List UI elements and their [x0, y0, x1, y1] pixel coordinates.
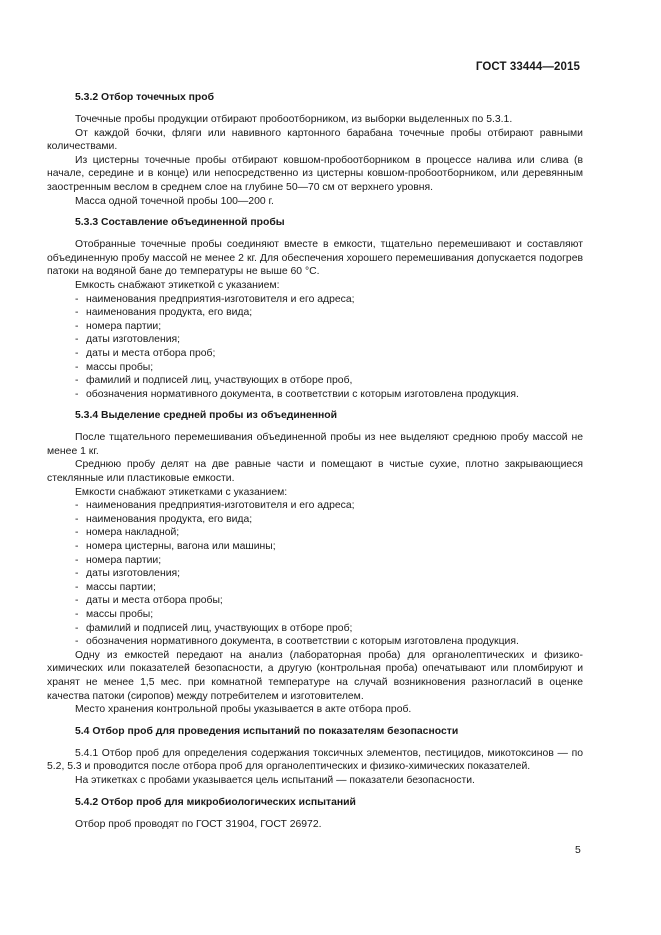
paragraph: Отобранные точечные пробы соединяют вместе в емкости, тщательно перемешивают и составляют объединенную пробу массой не менее 2 кг. Для обеспечения хорошего перемешивания допускается подогрев патоки на водяной бане до температуры не выше 60 °C. — [47, 239, 583, 278]
list-item: - фамилий и подписей лиц, участвующих в отборе проб, — [75, 375, 353, 387]
paragraph: Из цистерны точечные пробы отбирают ковшом-пробоотборником в процессе налива или слива (в начале, середине и в конце) или непосредственно из цистерны ковшом-пробоотборником, или деревянным заостренным веслом в среднем слое на глубине 50—70 см от верхнего уровня. — [47, 154, 583, 193]
section-title-5-4-2: 5.4.2 Отбор проб для микробиологических испытаний — [75, 796, 356, 808]
paragraph: После тщательного перемешивания объединенной пробы из нее выделяют среднюю пробу массой не менее 1 кг. — [47, 432, 583, 457]
list-item: - наименования предприятия-изготовителя и его адреса; — [75, 293, 355, 305]
label-list — [47, 293, 583, 402]
list-item: - массы пробы; — [75, 609, 154, 620]
list-item: - номера партии; — [75, 554, 162, 566]
list-item: - даты и места отбора пробы; — [75, 595, 223, 607]
section-title-5-4: 5.4 Отбор проб для проведения испытаний по показателям безопасности — [75, 725, 459, 737]
paragraph: Емкость снабжают этикеткой с указанием: — [75, 279, 280, 291]
paragraph: Масса одной точечной пробы 100—200 г. — [75, 195, 274, 207]
paragraph: На этикетках с пробами указывается цель испытаний — показатели безопасности. — [75, 774, 475, 786]
list-item: - обозначения нормативного документа, в соответствии с которым изготовлена продукция. — [75, 636, 519, 648]
paragraph: От каждой бочки, фляги или навивного картонного барабана точечные пробы отбирают равными количествами. — [47, 127, 583, 153]
list-item: - даты и места отбора проб; — [75, 347, 216, 359]
list-item: - номера накладной; — [75, 527, 180, 539]
list-item: - даты изготовления; — [75, 334, 181, 346]
paragraph: Отбор проб проводят по ГОСТ 31904, ГОСТ 26972. — [75, 818, 322, 830]
paragraph: Емкости снабжают этикетками с указанием: — [75, 486, 288, 498]
list-item: - даты изготовления; — [75, 568, 181, 580]
paragraph: Место хранения контрольной пробы указывается в акте отбора проб. — [75, 704, 412, 716]
list-item: - обозначения нормативного документа, в соответствии с которым изготовлена продукция. — [75, 388, 519, 400]
section-title-5-3-4: 5.3.4 Выделение средней пробы из объединенной — [75, 410, 338, 422]
list-item: - наименования продукта, его вида; — [75, 513, 253, 525]
list-item: - массы партии; — [75, 581, 156, 593]
paragraph: Точечные пробы продукции отбирают пробоотборником, из выборки выделенных по 5.3.1. — [75, 114, 513, 125]
list-item: - номера партии; — [75, 320, 162, 332]
page-number: 5 — [575, 845, 581, 856]
label-list — [47, 499, 583, 649]
paragraph: Среднюю пробу делят на две равные части и помещают в чистые сухие, плотно закрывающиеся стеклянные или пластиковые емкости. — [47, 459, 583, 485]
list-item: - наименования предприятия-изготовителя и его адреса; — [75, 500, 355, 512]
list-item: - массы пробы; — [75, 361, 154, 373]
list-item: - номера цистерны, вагона или машины; — [75, 541, 276, 553]
page-content — [47, 91, 583, 831]
paragraph: 5.4.1 Отбор проб для определения содержания токсичных элементов, пестицидов, микотоксинов — по 5.2, 5.3 и проводится после отбора проб для органолептических и физико-химических показателей. — [47, 747, 583, 773]
list-item: - наименования продукта, его вида; — [75, 307, 253, 319]
paragraph: Одну из емкостей передают на анализ (лабораторная проба) для органолептических и физико-химических или показателей безопасности, а другую (контрольная проба) опечатывают или пломбируют и хранят не менее 1,5 мес. при комнатной температуре на случай возникновения разногласий в оценке качества патоки (сиропов) между потребителем и изготовителем. — [47, 649, 583, 702]
section-title-5-3-3: 5.3.3 Составление объединенной пробы — [75, 217, 285, 229]
section-title-5-3-2: 5.3.2 Отбор точечных проб — [75, 92, 214, 103]
list-item: - фамилий и подписей лиц, участвующих в отборе проб; — [75, 622, 353, 634]
document-code: ГОСТ 33444—2015 — [475, 61, 580, 73]
